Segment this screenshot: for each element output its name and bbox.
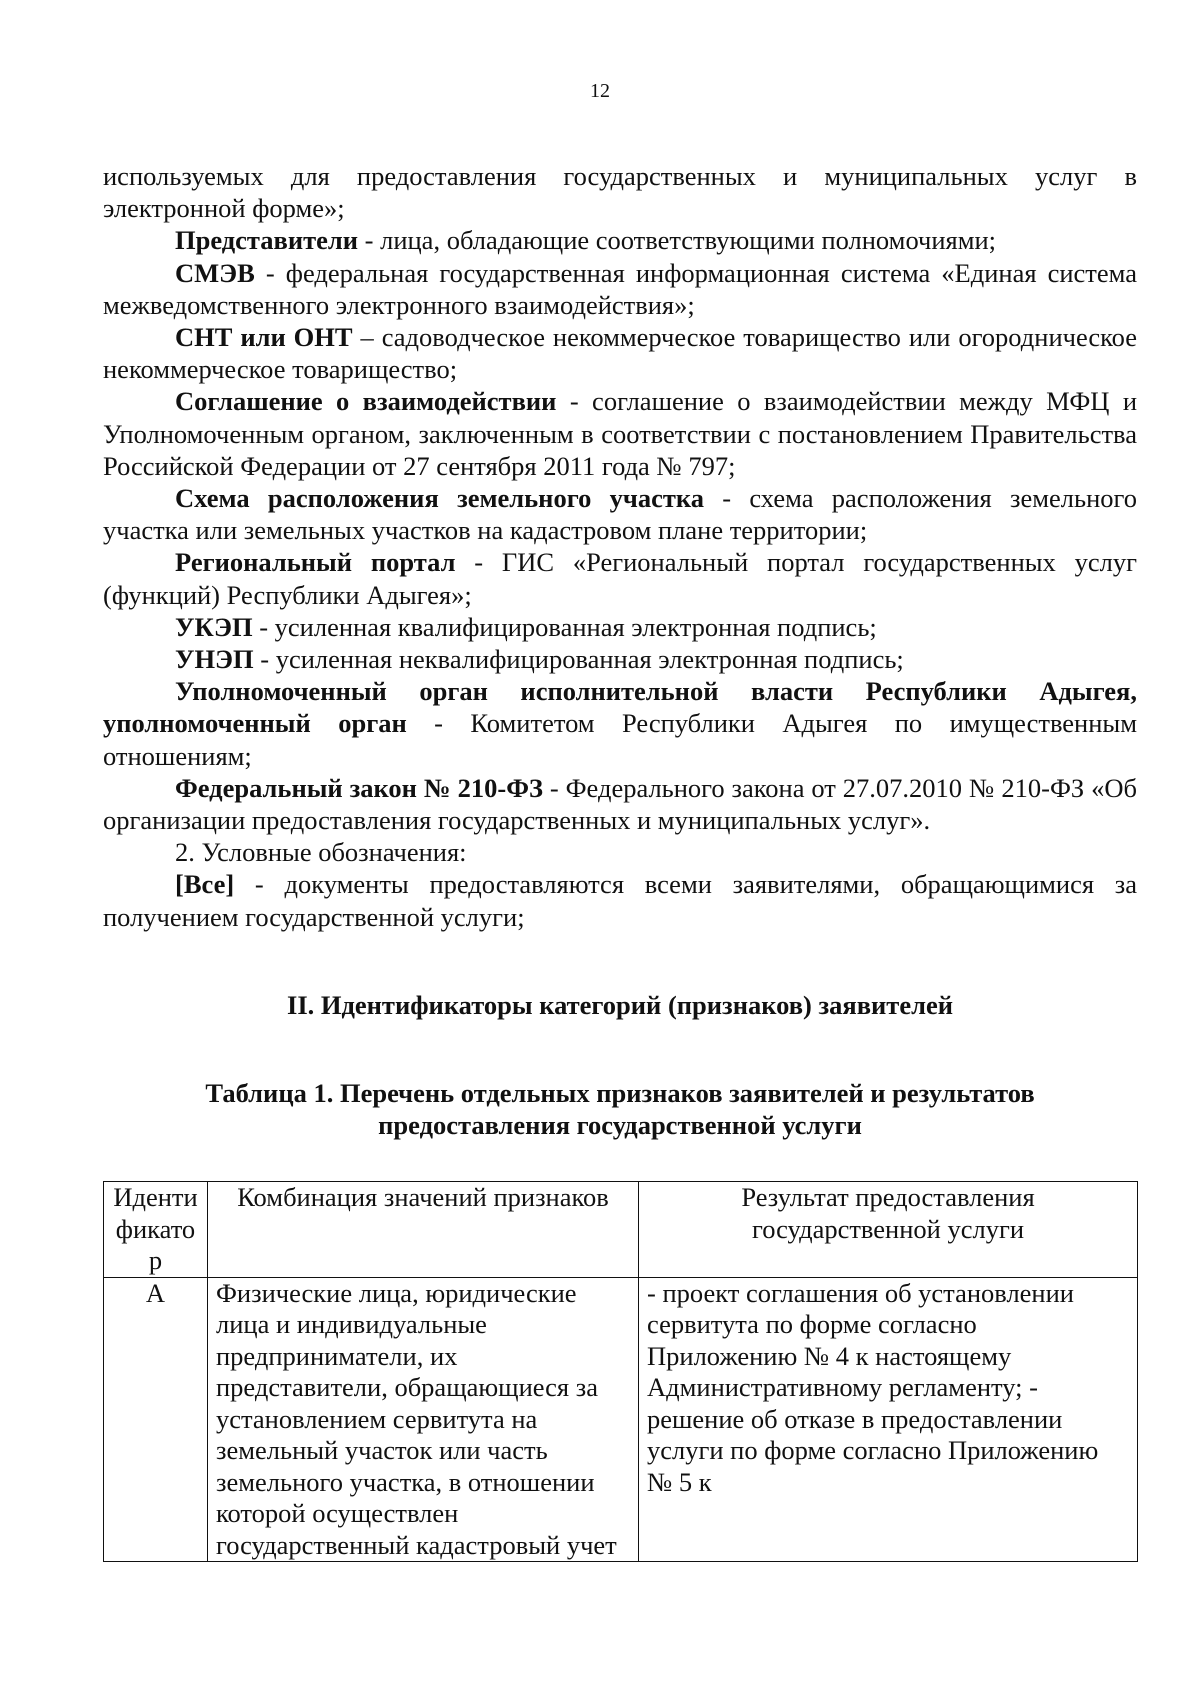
table-title: Таблица 1. Перечень отдельных признаков заявителей и результатов предоставления государственной услуги — [205, 1078, 1035, 1141]
definition-regional-portal: Региональный портал - ГИС «Региональный портал государственных услуг (функций) Республики Адыгея»; — [103, 547, 1137, 610]
definition-ukep: УКЭП - усиленная квалифицированная электронная подпись; — [175, 611, 877, 642]
page-number: 12 — [590, 80, 610, 102]
cell-identifier: А — [104, 1277, 208, 1562]
term: [Все] — [175, 869, 235, 900]
term: УКЭП — [175, 611, 253, 642]
term: Соглашение о взаимодействии — [175, 386, 557, 417]
definition-unep: УНЭП - усиленная неквалифицированная электронная подпись; — [175, 644, 904, 675]
definition-snt: СНТ или ОНТ – садоводческое некоммерческое товарищество или огородническое некоммерческое товарищество; — [103, 322, 1137, 385]
cell-combination: Физические лица, юридические лица и индивидуальные предприниматели, их представители, обращающиеся за установлением сервитута на земельный участок или часть земельного участка, в отношении которой осуществлен государственный кадастровый учет — [208, 1277, 639, 1562]
term: СМЭВ — [175, 257, 255, 288]
column-header-combination: Комбинация значений признаков — [208, 1182, 639, 1278]
definition-agreement: Соглашение о взаимодействии - соглашение о взаимодействии между МФЦ и Уполномоченным органом, заключенным в соответствии с постановлением Правительства Российской Федерации от 27 сентября 2011 года № 797; — [103, 386, 1137, 481]
definition-all: [Все] - документы предоставляются всеми заявителями, обращающимися за получением государственной услуги; — [103, 869, 1137, 932]
definition-scheme: Схема расположения земельного участка - схема расположения земельного участка или земельных участков на кадастровом плане территории; — [103, 483, 1137, 546]
definition-federal-law: Федеральный закон № 210-ФЗ - Федерального закона от 27.07.2010 № 210-ФЗ «Об организации предоставления государственных и муниципальных услуг». — [103, 772, 1137, 836]
paragraph: используемых для предоставления государственных и муниципальных услуг в электронной форме»; — [103, 161, 1137, 224]
term: Региональный портал — [175, 547, 456, 578]
definition-representatives: Представители - лица, обладающие соответствующими полномочиями; — [175, 225, 997, 256]
term: Представители — [175, 225, 359, 256]
column-header-identifier: Иденти фикато р — [104, 1182, 208, 1278]
cell-result: - проект соглашения об установлении сервитута по форме согласно Приложению № 4 к настоящему Административному регламенту; - решение об отказе в предоставлении услуги по форме согласно Приложению № 5 к — [639, 1277, 1138, 1562]
definition-smev: СМЭВ - федеральная государственная информационная система «Единая система межведомственного электронного взаимодействия»; — [103, 257, 1137, 320]
term: СНТ или ОНТ — [175, 322, 353, 353]
column-header-result: Результат предоставления государственной услуги — [639, 1182, 1138, 1278]
term: Уполномоченный орган исполнительной власти Республики Адыгея, уполномоченный орган — [103, 676, 1137, 739]
term: Федеральный закон № 210-ФЗ — [175, 772, 543, 803]
term: Схема расположения земельного участка — [175, 483, 704, 514]
table-header-row — [104, 1182, 1138, 1278]
document-body — [103, 160, 1137, 1562]
applicant-features-table — [103, 1181, 1138, 1562]
section-title: II. Идентификаторы категорий (признаков) заявителей — [287, 989, 953, 1020]
subsection-heading: 2. Условные обозначения: — [175, 837, 467, 868]
term: УНЭП — [175, 644, 254, 675]
definition-authorized-body: Уполномоченный орган исполнительной власти Республики Адыгея, уполномоченный орган - Комитетом Республики Адыгея по имущественным отношениям; — [103, 676, 1137, 771]
table-row — [104, 1277, 1138, 1562]
